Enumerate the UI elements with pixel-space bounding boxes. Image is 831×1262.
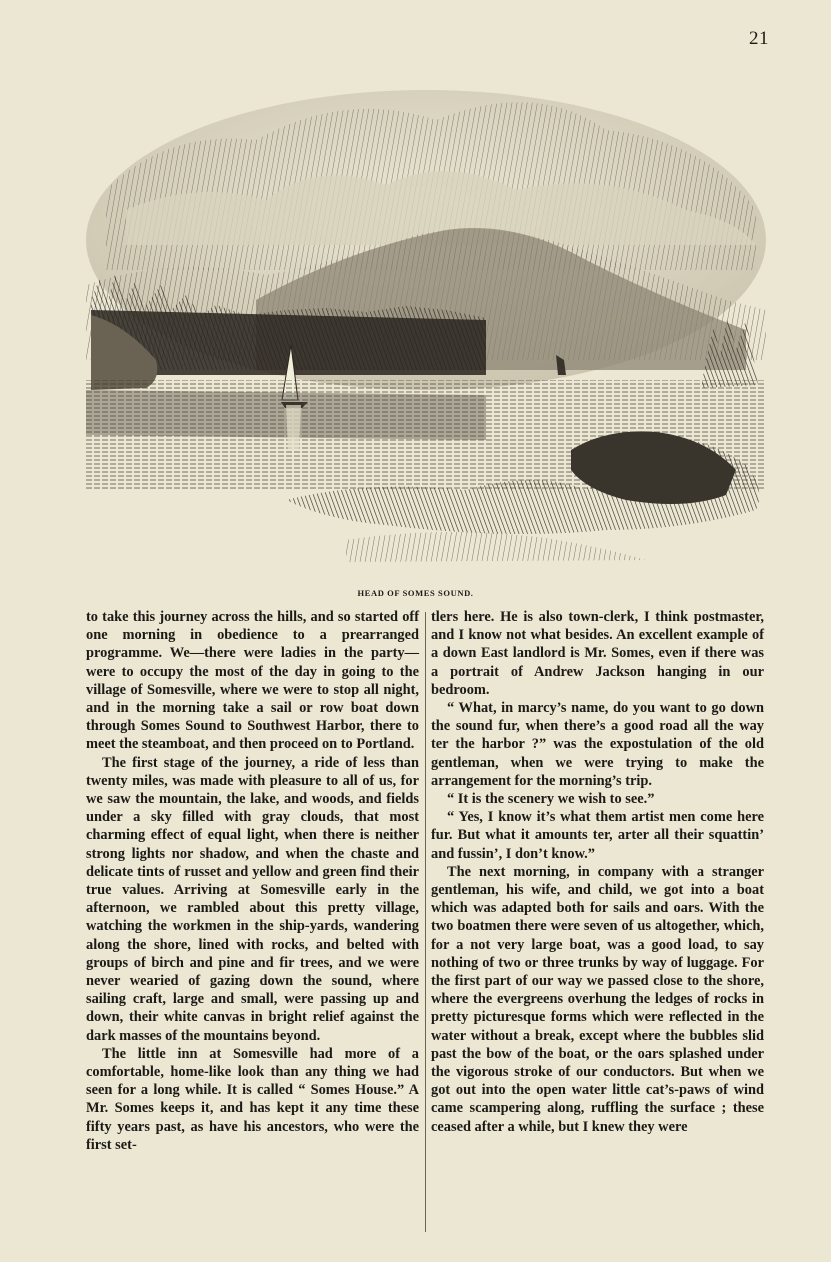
right-column <box>431 608 764 1136</box>
text-columns <box>86 608 766 1238</box>
left-column <box>86 608 419 1154</box>
landscape-engraving <box>86 70 766 570</box>
paragraph: to take this journey across the hills, and so started off one morning in obedience to a prearranged programme. We—there were ladies in the party—were to occupy the most of the day in going to the village of Somesville, where we were to stop all night, and in the morning take a sail or row boat down through Somes Sound to Southwest Harbor, there to meet the steamboat, and then proceed on to Portland. <box>86 609 419 753</box>
paragraph: “ What, in marcy’s name, do you want to go down the sound fur, when there’s a good road all the way ter the harbor ?” was the expostulation of the old gentleman, when we were trying to make the arrangement for the morning’s trip. <box>431 700 764 789</box>
engraving-illustration <box>86 70 766 570</box>
paragraph: The first stage of the journey, a ride of less than twenty miles, was made with pleasure to all of us, for we saw the mountain, the lake, and woods, and fields under a sky filled with gray clouds, that most charming effect of equal light, when there is neither strong lights nor shadow, and when the chaste and delicate tints of russet and yellow and green find their true values. Arriving at Somesville early in the afternoon, we rambled about this pretty village, watching the workmen in the ship-yards, wandering along the shore, lined with rocks, and belted with groups of birch and pine and fir trees, and we were never wearied of gazing down the sound, where sailing craft, large and small, were passing up and down, their white canvas in bright relief against the dark masses of the mountains beyond. <box>86 754 419 1044</box>
page-number: 21 <box>749 28 769 49</box>
paragraph: tlers here. He is also town-clerk, I think postmaster, and I know not what besides. An excellent example of a down East landlord is Mr. Somes, even if there was a portrait of Andrew Jackson hanging in our bedroom. <box>431 609 764 698</box>
paragraph: “ It is the scenery we wish to see.” <box>447 791 655 808</box>
illustration-caption: HEAD OF SOMES SOUND. <box>357 588 474 598</box>
paragraph: “ Yes, I know it’s what them artist men come here fur. But what it amounts ter, arter all their squattin’ and fussin’, I don’t know.” <box>431 809 764 862</box>
paragraph: The next morning, in company with a stranger gentleman, his wife, and child, we got into a boat which was adapted both for sails and oars. With the two boatmen there were seven of us altogether, which, for a not very large boat, was a good load, to say nothing of two or three trunks by way of luggage. For the first part of our way we passed close to the shore, where the evergreens overhung the ledges of rocks in pretty picturesque forms which were reflected in the water without a break, except where the bubbles slid past the bow of the boat, or the oars splashed under the vigorous stroke of our conductors. But when we got out into the open water little cat’s-paws of wind came scampering along, ruffling the surface ; these ceased after a while, but I knew they were <box>431 863 764 1135</box>
column-divider <box>425 612 426 1232</box>
paragraph: The little inn at Somesville had more of a comfortable, home-like look than any thing we had seen for a long while. It is called “ Somes House.” A Mr. Somes keeps it, and has kept it any time these fifty years past, as have his ancestors, who were the first set- <box>86 1045 419 1153</box>
